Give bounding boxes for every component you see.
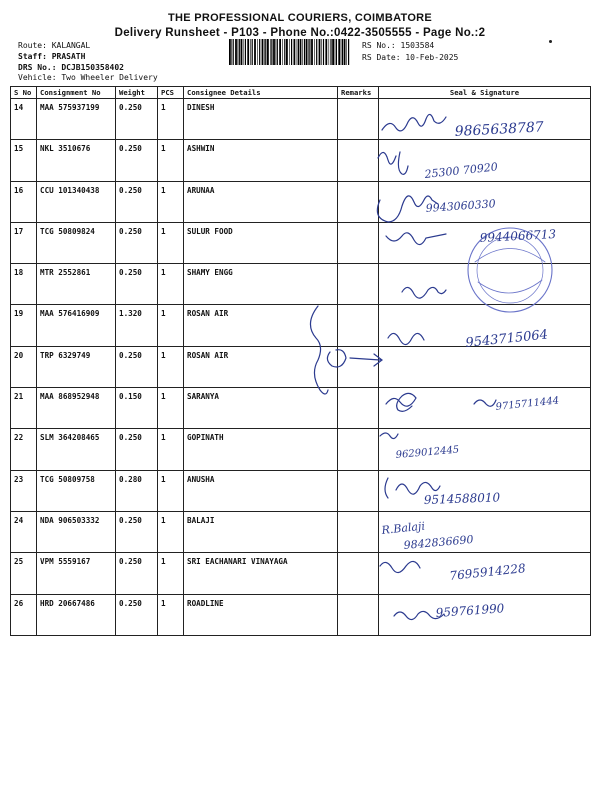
barcode-bar	[241, 39, 243, 65]
col-seal: Seal & Signature	[379, 87, 591, 99]
cell-seal	[379, 264, 591, 305]
cell-seal	[379, 511, 591, 552]
cell-remarks	[338, 594, 379, 635]
col-consignment: Consignment No	[37, 87, 116, 99]
cell-seal	[379, 222, 591, 263]
barcode-bar	[306, 39, 308, 65]
cell-consignee: DINESH	[184, 99, 338, 140]
barcode-bar	[273, 39, 275, 65]
cell-remarks	[338, 388, 379, 429]
cell-sno: 17	[11, 222, 37, 263]
col-remarks: Remarks	[338, 87, 379, 99]
drs-line	[18, 63, 124, 72]
cell-seal	[379, 140, 591, 181]
hw-phone: 959761990	[435, 601, 505, 620]
cell-consignment: MAA 575937199	[37, 99, 116, 140]
barcode-bar	[254, 39, 256, 65]
cell-pcs: 1	[158, 222, 184, 263]
hw-phone: 9944066713	[479, 227, 557, 245]
barcode-bar	[325, 39, 327, 65]
cell-consignment: TCG 50809824	[37, 222, 116, 263]
barcode-bar	[245, 39, 246, 65]
cell-sno: 21	[11, 388, 37, 429]
hw-phone: 9543715064	[464, 327, 549, 351]
barcode-bar	[319, 39, 321, 65]
cell-weight: 0.250	[116, 429, 158, 470]
hw-phone: 9865638787	[454, 119, 545, 140]
cell-weight: 0.250	[116, 99, 158, 140]
cell-consignee: ARUNAA	[184, 181, 338, 222]
cell-consignee: ROSAN AIR	[184, 346, 338, 387]
cell-consignee: ANUSHA	[184, 470, 338, 511]
table-row	[11, 99, 591, 140]
barcode-bar	[259, 39, 260, 65]
barcode-bar	[338, 39, 340, 65]
rs-date: RS Date: 10-Feb-2025	[362, 53, 459, 62]
cell-consignee: SARANYA	[184, 388, 338, 429]
barcode-bar	[323, 39, 324, 65]
cell-consignment: CCU 101340438	[37, 181, 116, 222]
staff-label: Staff:	[18, 52, 52, 61]
barcode-bar	[304, 39, 305, 65]
cell-pcs: 1	[158, 429, 184, 470]
cell-weight: 0.250	[116, 553, 158, 594]
barcode-bar	[264, 39, 265, 65]
barcode-bar	[229, 39, 231, 65]
cell-consignment: HRD 20667486	[37, 594, 116, 635]
cell-remarks	[338, 305, 379, 346]
cell-weight: 0.250	[116, 594, 158, 635]
drs-value: DCJB150358402	[61, 63, 124, 72]
rs-number: RS No.: 1503584	[362, 41, 435, 50]
cell-remarks	[338, 181, 379, 222]
cell-weight: 0.250	[116, 264, 158, 305]
barcode-bar	[252, 39, 253, 65]
table-row	[11, 222, 591, 263]
cell-seal	[379, 470, 591, 511]
cell-weight: 0.250	[116, 140, 158, 181]
cell-sno: 26	[11, 594, 37, 635]
col-weight: Weight	[116, 87, 158, 99]
cell-seal	[379, 429, 591, 470]
barcode-bar	[314, 39, 315, 65]
cell-pcs: 1	[158, 470, 184, 511]
barcode-image	[229, 39, 351, 65]
hw-name: R.Balaji	[380, 519, 426, 537]
cell-seal	[379, 305, 591, 346]
cell-pcs: 1	[158, 99, 184, 140]
cell-seal	[379, 181, 591, 222]
cell-sno: 14	[11, 99, 37, 140]
barcode-bar	[308, 39, 309, 65]
barcode-bar	[271, 39, 272, 65]
cell-remarks	[338, 470, 379, 511]
cell-sno: 24	[11, 511, 37, 552]
barcode-bar	[277, 39, 278, 65]
barcode-bar	[297, 39, 298, 65]
barcode-bar	[346, 39, 347, 65]
runsheet-table	[10, 86, 591, 636]
cell-consignment: TRP 6329749	[37, 346, 116, 387]
cell-consignment: MTR 2552861	[37, 264, 116, 305]
barcode-bar	[247, 39, 249, 65]
barcode-bar	[332, 39, 334, 65]
hw-phone: 9514588010	[423, 490, 501, 507]
cell-consignee: SULUR FOOD	[184, 222, 338, 263]
cell-sno: 23	[11, 470, 37, 511]
barcode-bar	[311, 39, 313, 65]
barcode-bar	[231, 39, 232, 65]
barcode-bar	[262, 39, 264, 65]
cell-remarks	[338, 99, 379, 140]
staff-line	[18, 52, 85, 61]
barcode-bar	[321, 39, 322, 65]
barcode-bar	[302, 39, 303, 65]
staff-value: PRASATH	[51, 52, 86, 61]
barcode-bar	[238, 39, 239, 65]
hw-phone: 9629012445	[395, 444, 460, 461]
cell-consignee: GOPINATH	[184, 429, 338, 470]
cell-sno: 20	[11, 346, 37, 387]
cell-remarks	[338, 140, 379, 181]
cell-pcs: 1	[158, 511, 184, 552]
barcode-bar	[282, 39, 283, 65]
barcode-bar	[284, 39, 285, 65]
table-row	[11, 388, 591, 429]
table-header-row	[11, 87, 591, 99]
barcode-bar	[316, 39, 317, 65]
cell-pcs: 1	[158, 264, 184, 305]
cell-weight: 0.150	[116, 388, 158, 429]
barcode-bar	[344, 39, 346, 65]
cell-weight: 0.280	[116, 470, 158, 511]
cell-pcs: 1	[158, 305, 184, 346]
barcode-bar	[330, 39, 331, 65]
cell-consignment: MAA 868952948	[37, 388, 116, 429]
hw-phone: 9842836690	[403, 532, 474, 552]
cell-consignee: BALAJI	[184, 511, 338, 552]
table-row	[11, 346, 591, 387]
cell-consignee: ROSAN AIR	[184, 305, 338, 346]
hw-phone: 7695914228	[448, 561, 527, 583]
barcode-bar	[348, 39, 349, 65]
cell-remarks	[338, 429, 379, 470]
table-row	[11, 264, 591, 305]
col-pcs: PCS	[158, 87, 184, 99]
barcode-bar	[289, 39, 290, 65]
table-row	[11, 140, 591, 181]
cell-consignee: ROADLINE	[184, 594, 338, 635]
barcode-bar	[250, 39, 251, 65]
cell-seal	[379, 553, 591, 594]
table-row	[11, 429, 591, 470]
company-title: THE PROFESSIONAL COURIERS, COIMBATORE	[167, 12, 433, 24]
cell-pcs: 1	[158, 388, 184, 429]
barcode-bar	[341, 39, 342, 65]
table-row	[11, 470, 591, 511]
cell-consignment: TCG 50809758	[37, 470, 116, 511]
table-row	[11, 305, 591, 346]
hw-phone: 25300 70920	[423, 160, 499, 181]
cell-sno: 22	[11, 429, 37, 470]
cell-weight: 0.250	[116, 346, 158, 387]
cell-weight: 0.250	[116, 181, 158, 222]
cell-remarks	[338, 553, 379, 594]
cell-weight: 0.250	[116, 511, 158, 552]
barcode-bar	[267, 39, 269, 65]
barcode-bar	[335, 39, 336, 65]
vehicle-text: Vehicle: Two Wheeler Delivery	[18, 73, 158, 82]
cell-consignment: VPM 5559167	[37, 553, 116, 594]
table-row	[11, 181, 591, 222]
cell-weight: 1.320	[116, 305, 158, 346]
barcode-bar	[342, 39, 343, 65]
barcode-bar	[336, 39, 337, 65]
barcode-bar	[276, 39, 277, 65]
cell-pcs: 1	[158, 181, 184, 222]
barcode-bar	[309, 39, 310, 65]
cell-sno: 19	[11, 305, 37, 346]
barcode-bar	[270, 39, 271, 65]
cell-consignment: NKL 3510676	[37, 140, 116, 181]
cell-remarks	[338, 222, 379, 263]
cell-pcs: 1	[158, 594, 184, 635]
hw-phone: 9943060330	[425, 197, 497, 215]
cell-pcs: 1	[158, 140, 184, 181]
barcode-bar	[233, 39, 234, 65]
cell-sno: 16	[11, 181, 37, 222]
cell-consignment: SLM 364208465	[37, 429, 116, 470]
cell-seal	[379, 388, 591, 429]
cell-sno: 15	[11, 140, 37, 181]
cell-seal	[379, 99, 591, 140]
barcode-bar	[235, 39, 237, 65]
drs-label: DRS No.:	[18, 63, 62, 72]
dot-mark	[549, 40, 552, 43]
table-row	[11, 511, 591, 552]
cell-seal	[379, 594, 591, 635]
cell-pcs: 1	[158, 346, 184, 387]
barcode-bar	[300, 39, 302, 65]
cell-consignee: ASHWIN	[184, 140, 338, 181]
cell-consignment: NDA 906503332	[37, 511, 116, 552]
barcode-bar	[329, 39, 330, 65]
barcode-bar	[291, 39, 292, 65]
barcode-bar	[279, 39, 281, 65]
cell-consignment: MAA 576416909	[37, 305, 116, 346]
barcode-bar	[257, 39, 258, 65]
cell-remarks	[338, 346, 379, 387]
barcode-bar	[298, 39, 299, 65]
cell-weight: 0.250	[116, 222, 158, 263]
route-text: Route: KALANGAL	[18, 41, 91, 50]
cell-consignee: SRI EACHANARI VINAYAGA	[184, 553, 338, 594]
cell-pcs: 1	[158, 553, 184, 594]
barcode-bar	[294, 39, 296, 65]
barcode-bar	[265, 39, 266, 65]
cell-sno: 25	[11, 553, 37, 594]
cell-consignee: SHAMY ENGG	[184, 264, 338, 305]
cell-sno: 18	[11, 264, 37, 305]
hw-phone: 9715711444	[495, 395, 560, 413]
runsheet-subtitle: Delivery Runsheet - P103 - Phone No.:0422-3505555 - Page No.:2	[114, 27, 486, 39]
col-sno: S No	[11, 87, 37, 99]
cell-seal	[379, 346, 591, 387]
table-row	[11, 553, 591, 594]
cell-remarks	[338, 264, 379, 305]
barcode-bar	[286, 39, 288, 65]
cell-remarks	[338, 511, 379, 552]
table-row	[11, 594, 591, 635]
col-consignee: Consignee Details	[184, 87, 338, 99]
barcode-bar	[239, 39, 240, 65]
barcode-bar	[243, 39, 244, 65]
